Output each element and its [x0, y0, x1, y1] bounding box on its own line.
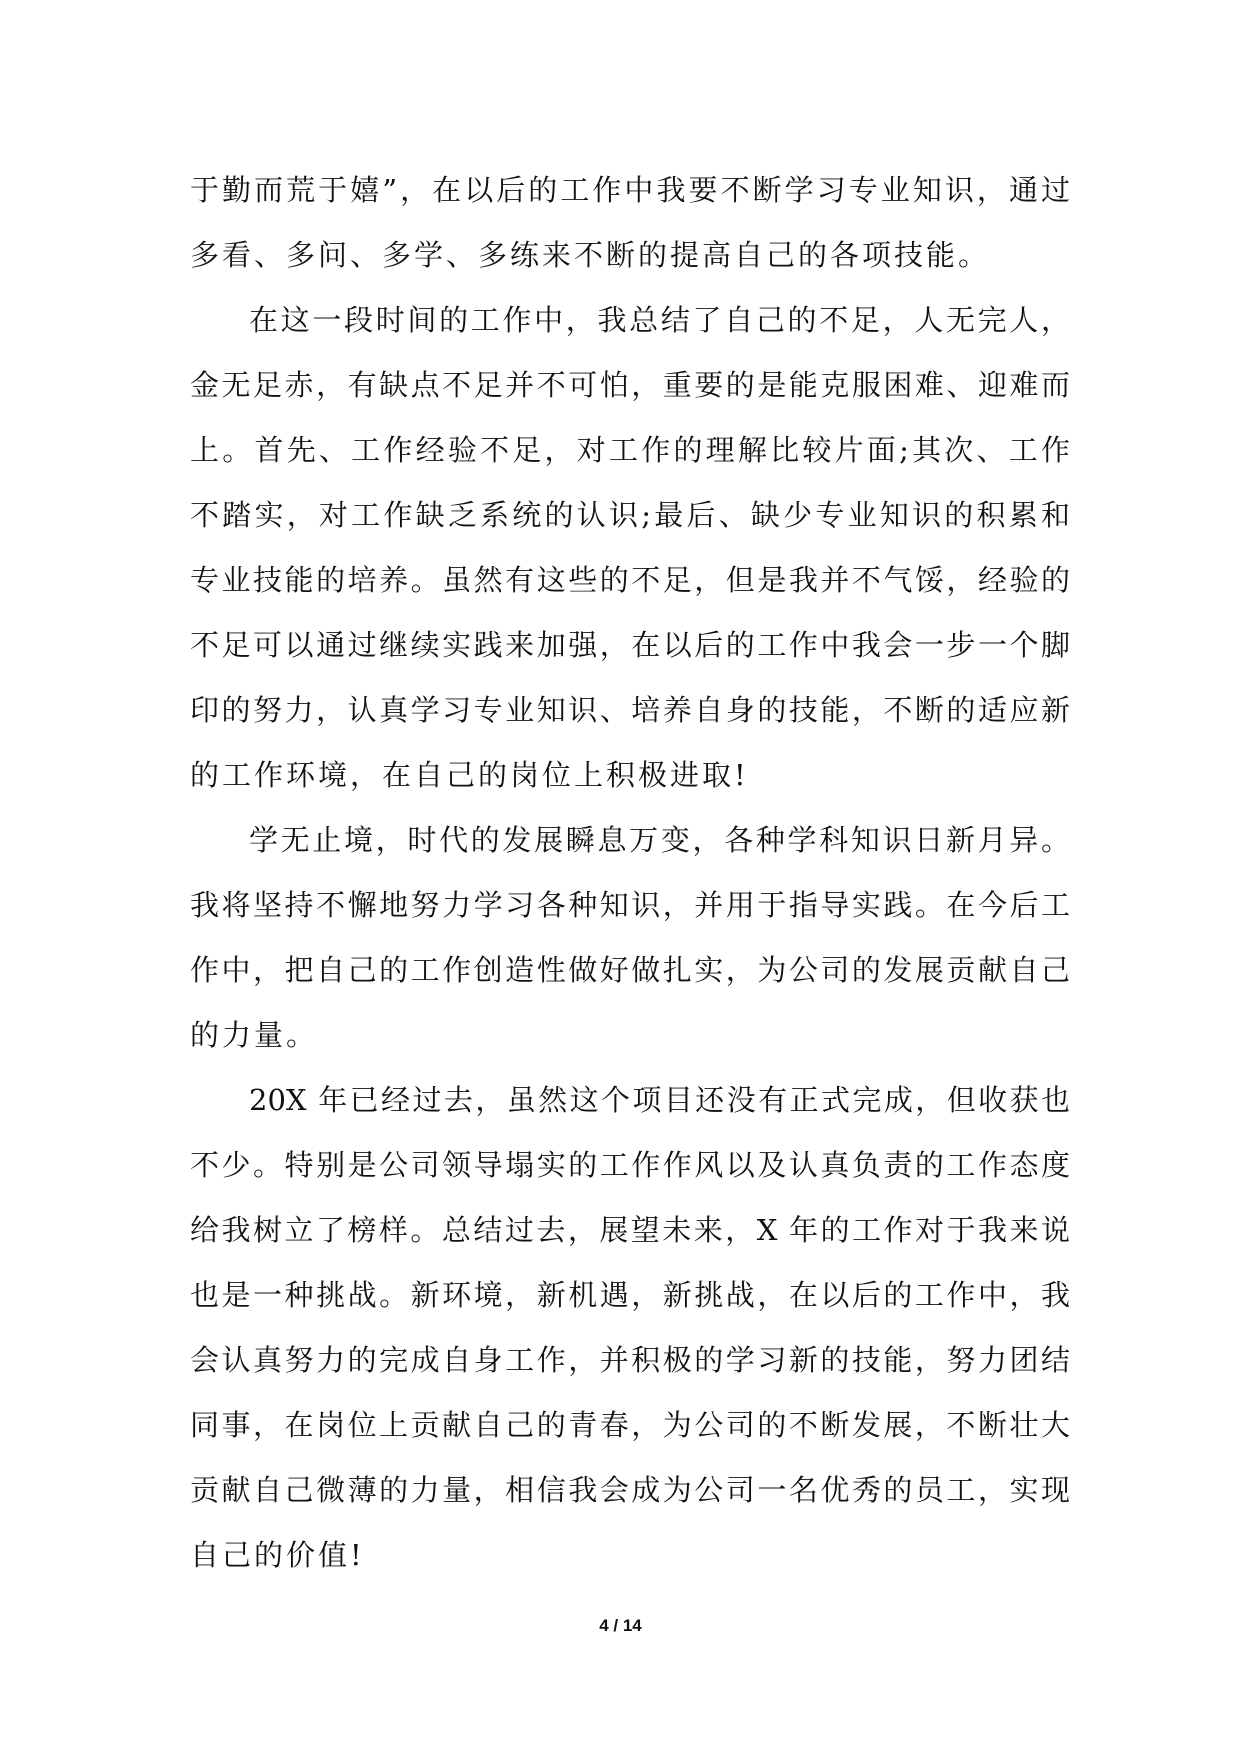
- text-line: 金无足赤，有缺点不足并不可怕，重要的是能克服困难、迎难而: [190, 368, 1070, 402]
- text-line: 不少。特别是公司领导塌实的工作作风以及认真负责的工作态度: [190, 1148, 1070, 1182]
- text-line: 在这一段时间的工作中，我总结了自己的不足，人无完人，: [249, 303, 1070, 337]
- text-line: 也是一种挑战。新环境，新机遇，新挑战，在以后的工作中，我: [190, 1278, 1070, 1312]
- page-number: 4 / 14: [599, 1616, 642, 1635]
- text-line: 不足可以通过继续实践来加强，在以后的工作中我会一步一个脚: [190, 628, 1070, 662]
- paragraph: [190, 158, 1070, 288]
- text-line: 于勤而荒于嬉”，在以后的工作中我要不断学习专业知识，通过: [190, 173, 1070, 207]
- text-line: 给我树立了榜样。总结过去，展望未来，X 年的工作对于我来说: [190, 1213, 1070, 1247]
- text-line: 印的努力，认真学习专业知识、培养自身的技能，不断的适应新: [190, 693, 1070, 727]
- text-line: 专业技能的培养。虽然有这些的不足，但是我并不气馁，经验的: [190, 563, 1070, 597]
- text-line: 同事，在岗位上贡献自己的青春，为公司的不断发展，不断壮大: [190, 1408, 1070, 1442]
- text-line: 的工作环境，在自己的岗位上积极进取!: [190, 758, 749, 792]
- paragraph: [190, 1068, 1070, 1588]
- text-line: 学无止境，时代的发展瞬息万变，各种学科知识日新月异。: [249, 823, 1070, 857]
- text-line: 会认真努力的完成自身工作，并积极的学习新的技能，努力团结: [190, 1343, 1070, 1377]
- text-line: 上。首先、工作经验不足，对工作的理解比较片面;其次、工作: [190, 433, 1070, 467]
- paragraph: [190, 288, 1070, 808]
- text-line: 的力量。: [190, 1018, 319, 1052]
- text-line: 我将坚持不懈地努力学习各种知识，并用于指导实践。在今后工: [190, 888, 1070, 922]
- body-text: [190, 158, 1070, 1588]
- text-line: 自己的价值!: [190, 1538, 365, 1572]
- text-line: 20X 年已经过去，虽然这个项目还没有正式完成，但收获也: [249, 1083, 1070, 1117]
- text-line: 不踏实，对工作缺乏系统的认识;最后、缺少专业知识的积累和: [190, 498, 1070, 532]
- text-line: 多看、多问、多学、多练来不断的提高自己的各项技能。: [190, 238, 991, 272]
- text-line: 贡献自己微薄的力量，相信我会成为公司一名优秀的员工，实现: [190, 1473, 1070, 1507]
- text-line: 作中，把自己的工作创造性做好做扎实，为公司的发展贡献自己: [190, 953, 1070, 987]
- paragraph: [190, 808, 1070, 1068]
